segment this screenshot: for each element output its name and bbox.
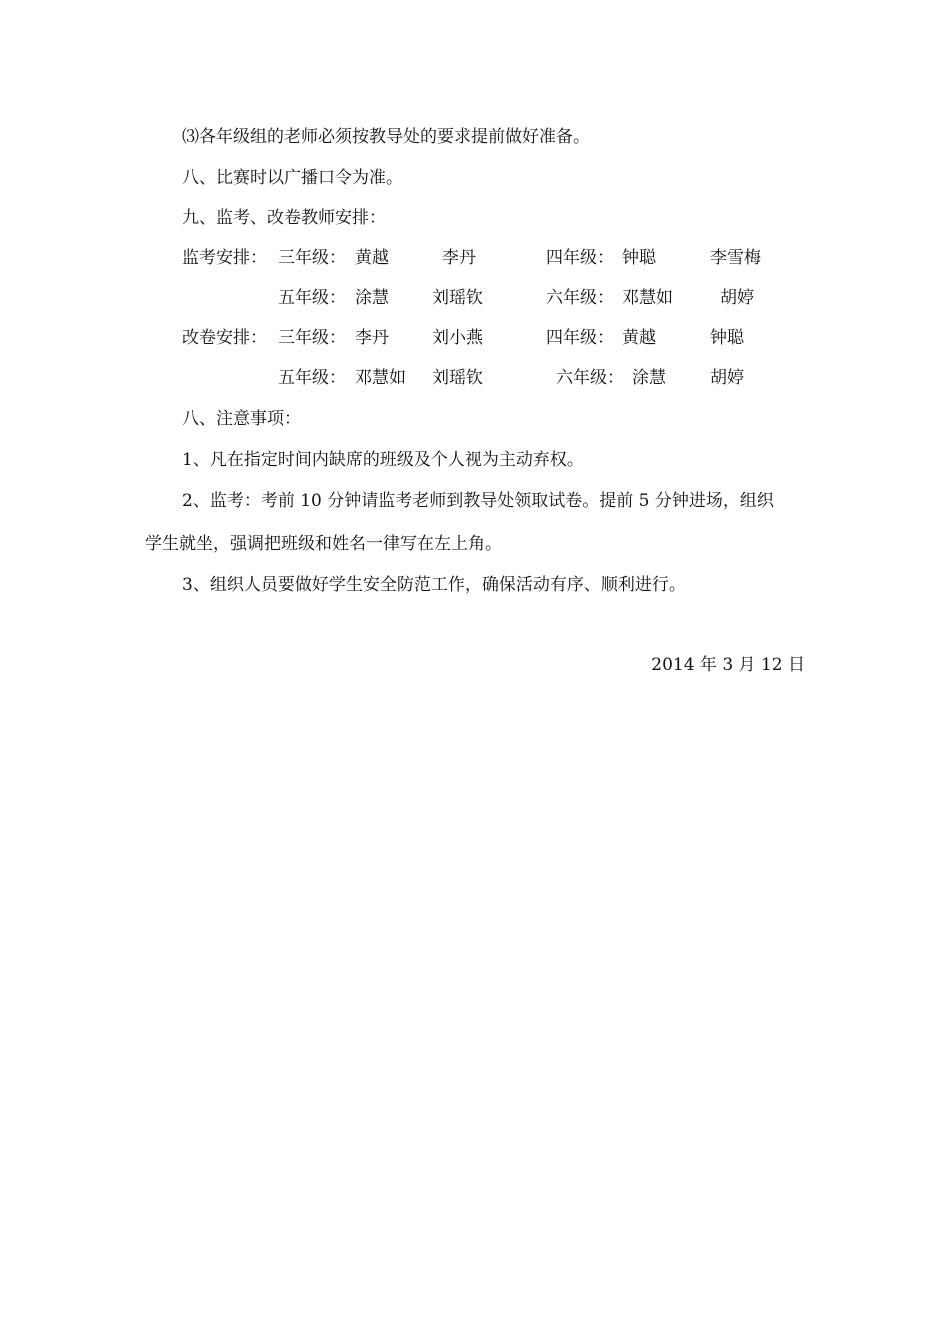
grade-r1-grade-b: 四年级： [546, 328, 614, 348]
paragraph-staff-heading: 九、监考、改卷教师安排： [182, 208, 386, 228]
grade-r1-name-b2: 钟聪 [710, 328, 744, 348]
invig-r2-grade-a: 五年级： [278, 288, 346, 308]
paragraph-note-1: 1、凡在指定时间内缺席的班级及个人视为主动弃权。 [182, 450, 584, 470]
grading-label: 改卷安排： [182, 328, 267, 348]
grade-r2-grade-b: 六年级： [556, 368, 624, 388]
document-date: 2014 年 3 月 12 日 [651, 655, 805, 675]
paragraph-note-2-line-1: 2、监考：考前 10 分钟请监考老师到教导处领取试卷。提前 5 分钟进场，组织 [182, 491, 774, 511]
grade-r2-name-b2: 胡婷 [710, 368, 744, 388]
grade-r2-name-a2: 刘瑶钦 [432, 368, 483, 388]
paragraph-note-2-line-2: 学生就坐，强调把班级和姓名一律写在左上角。 [145, 534, 502, 554]
grade-r1-name-a1: 李丹 [355, 328, 389, 348]
paragraph-broadcast: 八、比赛时以广播口令为准。 [182, 168, 403, 188]
invig-r1-name-b2: 李雪梅 [710, 248, 761, 268]
invig-r2-name-b1: 邓慧如 [622, 288, 673, 308]
invig-r1-name-a1: 黄越 [355, 248, 389, 268]
grade-r1-grade-a: 三年级： [278, 328, 346, 348]
invig-r1-name-b1: 钟聪 [622, 248, 656, 268]
invig-r2-name-a2: 刘瑶钦 [432, 288, 483, 308]
grade-r1-name-b1: 黄越 [622, 328, 656, 348]
grade-r1-name-a2: 刘小燕 [432, 328, 483, 348]
invig-r1-name-a2: 李丹 [442, 248, 476, 268]
grade-r2-name-b1: 涂慧 [632, 368, 666, 388]
grade-r2-name-a1: 邓慧如 [355, 368, 406, 388]
invig-r2-name-b2: 胡婷 [720, 288, 754, 308]
invig-r1-grade-a: 三年级： [278, 248, 346, 268]
paragraph-note-3: 3、组织人员要做好学生安全防范工作，确保活动有序、顺利进行。 [182, 575, 686, 595]
invig-r2-name-a1: 涂慧 [355, 288, 389, 308]
invig-r2-grade-b: 六年级： [546, 288, 614, 308]
invig-r1-grade-b: 四年级： [546, 248, 614, 268]
invigilation-label: 监考安排： [182, 248, 267, 268]
paragraph-notes-heading: 八、注意事项： [182, 409, 301, 429]
paragraph-preparation: ⑶各年级组的老师必须按教导处的要求提前做好准备。 [182, 127, 590, 147]
grade-r2-grade-a: 五年级： [278, 368, 346, 388]
